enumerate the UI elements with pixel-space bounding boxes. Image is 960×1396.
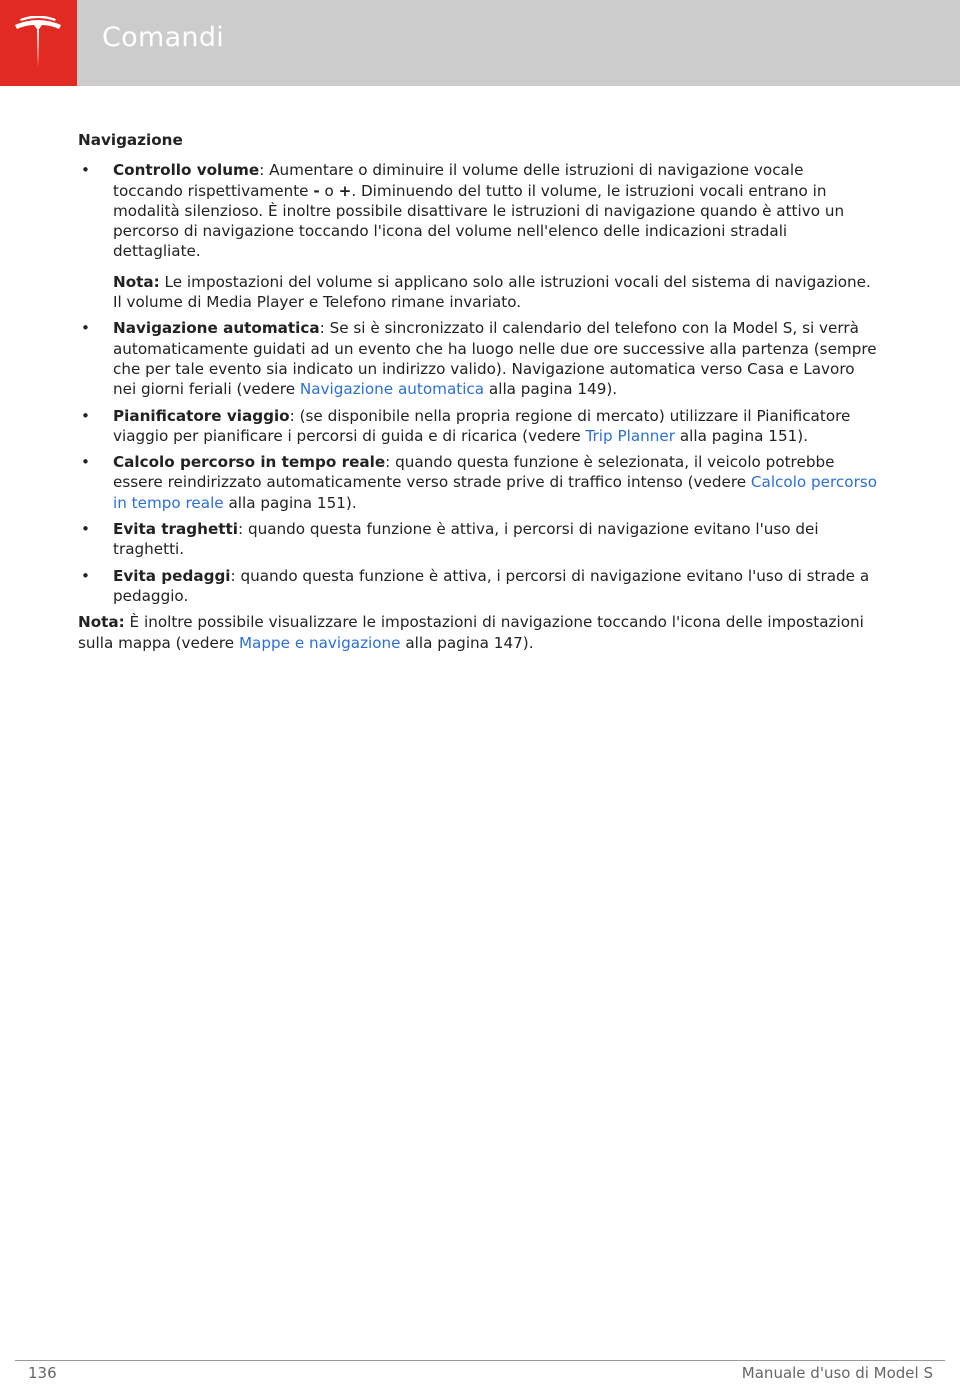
list-item	[78, 318, 878, 399]
item-term: Pianificatore viaggio	[113, 406, 290, 425]
main-content	[78, 130, 878, 653]
bullet: •	[81, 161, 90, 180]
feature-list	[78, 160, 878, 606]
bullet: •	[81, 520, 90, 539]
item-term: Evita pedaggi	[113, 566, 231, 585]
item-term: Evita traghetti	[113, 520, 238, 539]
item-text: : Aumentare o diminuire il volume delle istruzioni di navigazione vocale toccando rispettivamente	[113, 161, 804, 200]
item-text: alla pagina 151).	[675, 426, 809, 445]
note-label: Nota:	[113, 272, 160, 291]
item-text: : quando questa funzione è attiva, i percorsi di navigazione evitano l'uso di strade a pedaggio.	[113, 566, 870, 605]
link-navigazione-automatica[interactable]: Navigazione automatica	[299, 380, 485, 399]
minus-symbol: -	[313, 181, 320, 200]
page-header	[0, 0, 960, 86]
item-text: o	[319, 181, 339, 200]
page-title: Comandi	[102, 22, 225, 53]
item-text: alla pagina 151).	[223, 493, 357, 512]
item-text: : (se disponibile nella propria regione di mercato) utilizzare il Pianificatore viaggio per pianificare i percorsi di guida e di ricarica (vedere	[113, 406, 851, 445]
tesla-logo-icon	[12, 16, 64, 70]
list-item	[78, 160, 878, 312]
item-text: : quando questa funzione è attiva, i percorsi di navigazione evitano l'uso dei traghetti.	[113, 520, 819, 559]
note-text: È inoltre possibile visualizzare le impostazioni di navigazione toccando l'icona delle impostazioni sulla mappa (vedere	[78, 613, 864, 652]
item-text: : quando questa funzione è selezionata, il veicolo potrebbe essere reindirizzato automaticamente verso strade prive di traffico intenso (vedere	[113, 453, 835, 492]
section-title: Navigazione	[78, 131, 183, 149]
bullet: •	[81, 319, 90, 338]
item-text: : Se si è sincronizzato il calendario del telefono con la Model S, si verrà automaticamente guidati ad un evento che ha luogo nelle due ore successive alla partenza (sempre che per tale evento sia indicato un indirizzo valido). Navigazione automatica verso Casa e Lavoro nei giorni feriali (vedere	[113, 319, 877, 399]
item-term: Controllo volume	[113, 161, 260, 180]
footer-divider	[15, 1360, 945, 1361]
note	[113, 272, 878, 313]
bullet: •	[81, 406, 90, 425]
list-item	[78, 519, 878, 560]
item-text: alla pagina 149).	[484, 380, 618, 399]
bullet: •	[81, 453, 90, 472]
footer-title: Manuale d'uso di Model S	[741, 1364, 933, 1382]
bullet: •	[81, 566, 90, 585]
list-item	[78, 452, 878, 513]
link-trip-planner[interactable]: Trip Planner	[585, 426, 675, 445]
page-number: 136	[28, 1364, 57, 1382]
item-term: Navigazione automatica	[113, 319, 320, 338]
note-label: Nota:	[78, 613, 125, 632]
plus-symbol: +	[338, 181, 352, 200]
item-text: . Diminuendo del tutto il volume, le istruzioni vocali entrano in modalità silenzioso. È inoltre possibile disattivare le istruzioni di navigazione quando è attivo un percorso di navigazione toccando l'icona del volume nell'elenco delle indicazioni stradali dettagliate.	[113, 181, 845, 261]
link-calcolo-percorso[interactable]: Calcolo percorso in tempo reale	[113, 473, 878, 512]
note-text: alla pagina 147).	[400, 633, 534, 652]
list-item	[78, 566, 878, 607]
note-text: Le impostazioni del volume si applicano solo alle istruzioni vocali del sistema di navigazione. Il volume di Media Player e Telefono rimane invariato.	[113, 272, 871, 312]
logo-box	[0, 0, 77, 86]
final-note	[78, 612, 878, 653]
link-mappe-navigazione[interactable]: Mappe e navigazione	[238, 633, 401, 652]
item-term: Calcolo percorso in tempo reale	[113, 453, 386, 472]
list-item	[78, 406, 878, 447]
